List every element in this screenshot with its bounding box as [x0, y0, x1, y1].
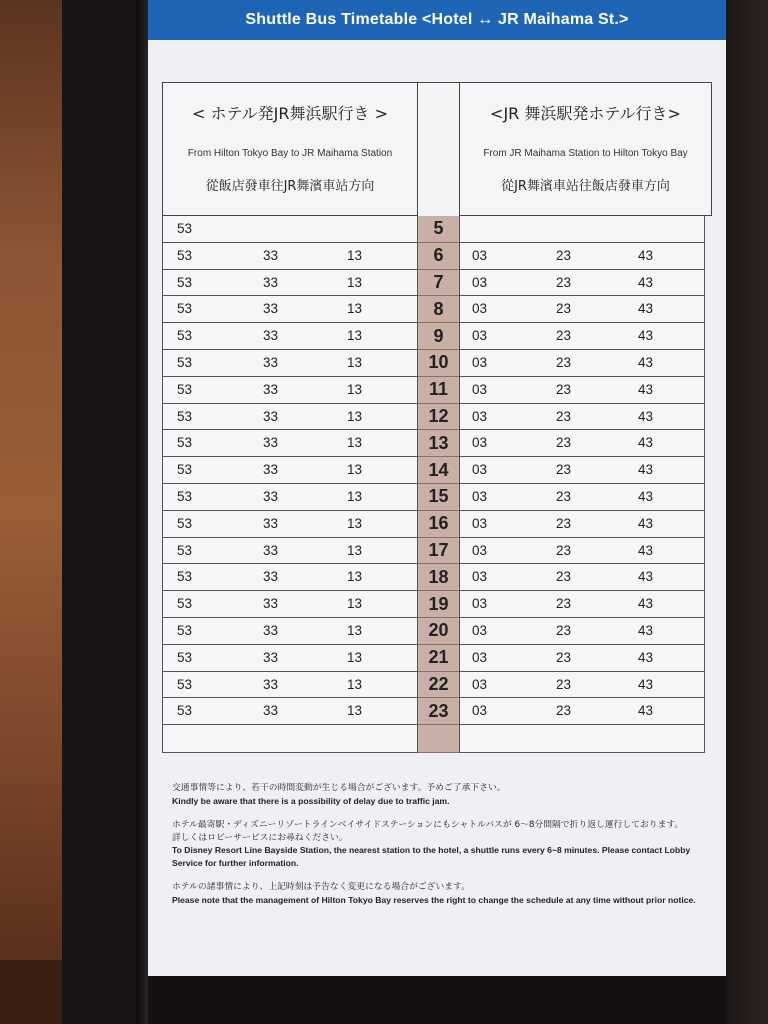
table-row [162, 377, 712, 404]
departure-cell-station [459, 404, 705, 431]
hour-label: 17 [418, 538, 459, 565]
departure-cell-station [459, 270, 705, 297]
notice-jp: 交通事情等により、若干の時間変動が生じる場合がございます。予めご了承下さい。 [172, 783, 506, 793]
table-row [162, 564, 712, 591]
minute-value: 13 [347, 676, 363, 692]
table-row [162, 538, 712, 565]
minute-value: 53 [177, 354, 193, 370]
notice-en: Please note that the management of Hilton Tokyo Bay reserves the right to change the schedule at any time without prior notice. [172, 894, 696, 905]
departure-cell-station [459, 484, 705, 511]
minute-value: 53 [177, 381, 193, 397]
departure-cell-hotel [162, 564, 418, 591]
departure-cell-station [459, 323, 705, 350]
timetable-rows [162, 216, 712, 752]
minute-value: 23 [556, 515, 572, 531]
minute-value: 43 [638, 354, 654, 370]
header-zh: 從JR舞濱車站往飯店發車方向 [501, 179, 670, 194]
minute-value: 13 [347, 301, 363, 317]
minute-value: 13 [347, 622, 363, 638]
minute-value: 03 [472, 569, 488, 585]
minute-value: 43 [638, 703, 654, 719]
minute-value: 03 [472, 274, 488, 290]
table-row [162, 672, 712, 699]
minute-value: 13 [347, 247, 363, 263]
departure-cell-station [459, 511, 705, 538]
departure-cell-station [459, 698, 705, 725]
minute-value: 33 [263, 515, 279, 531]
departure-cell-station [459, 216, 705, 243]
minute-value: 13 [347, 274, 363, 290]
minute-value: 33 [263, 649, 279, 665]
departure-cell-hotel [162, 591, 418, 618]
minute-value: 33 [263, 569, 279, 585]
display-side [726, 0, 768, 1024]
minute-value: 33 [263, 462, 279, 478]
minute-value: 13 [347, 542, 363, 558]
minute-value: 23 [556, 596, 572, 612]
hour-label: 10 [418, 350, 459, 377]
notice-en: To Disney Resort Line Bayside Station, the nearest station to the hotel, a shuttle runs every 6~8 minutes. Please contact Lobby Service for further information. [172, 845, 691, 868]
hour-label: 14 [418, 457, 459, 484]
table-row [162, 618, 712, 645]
schedule-change-notice [172, 881, 702, 906]
departure-cell-station [459, 645, 705, 672]
minute-value: 23 [556, 274, 572, 290]
hour-label: 16 [418, 511, 459, 538]
table-row [162, 270, 712, 297]
departure-cell-hotel [162, 404, 418, 431]
minute-value: 43 [638, 542, 654, 558]
minute-value: 53 [177, 569, 193, 585]
departure-cell-hotel [162, 645, 418, 672]
minute-value: 43 [638, 301, 654, 317]
minute-value: 13 [347, 408, 363, 424]
minute-value: 53 [177, 488, 193, 504]
hour-label: 23 [418, 698, 459, 725]
minute-value: 53 [177, 301, 193, 317]
hour-label: 21 [418, 645, 459, 672]
minute-value: 43 [638, 622, 654, 638]
table-row [162, 243, 712, 270]
departure-cell-hotel [162, 350, 418, 377]
minute-value: 33 [263, 542, 279, 558]
minute-value: 03 [472, 354, 488, 370]
minute-value: 23 [556, 569, 572, 585]
hour-label: 8 [418, 296, 459, 323]
minute-value: 23 [556, 381, 572, 397]
minute-value: 33 [263, 354, 279, 370]
display-bezel [136, 0, 148, 1024]
departure-cell-hotel [162, 270, 418, 297]
table-row [162, 430, 712, 457]
minute-value: 33 [263, 676, 279, 692]
empty-cell [459, 725, 705, 753]
minute-value: 23 [556, 301, 572, 317]
table-row-empty [162, 725, 712, 752]
hour-label: 5 [418, 216, 459, 243]
minute-value: 13 [347, 569, 363, 585]
departure-cell-station [459, 591, 705, 618]
minute-value: 53 [177, 676, 193, 692]
minute-value: 03 [472, 435, 488, 451]
minute-value: 23 [556, 247, 572, 263]
minute-value: 33 [263, 622, 279, 638]
header-jp: < ホテル発JR舞浜駅行き > [191, 104, 389, 123]
table-row [162, 511, 712, 538]
minute-value: 53 [177, 328, 193, 344]
minute-value: 23 [556, 408, 572, 424]
minute-value: 33 [263, 381, 279, 397]
empty-cell [162, 725, 418, 753]
minute-value: 43 [638, 408, 654, 424]
table-row [162, 484, 712, 511]
minute-value: 23 [556, 542, 572, 558]
minute-value: 13 [347, 328, 363, 344]
minute-value: 53 [177, 596, 193, 612]
minute-value: 43 [638, 596, 654, 612]
hour-label: 15 [418, 484, 459, 511]
minute-value: 53 [177, 462, 193, 478]
minute-value: 03 [472, 301, 488, 317]
table-row [162, 404, 712, 431]
minute-value: 43 [638, 462, 654, 478]
minute-value: 03 [472, 622, 488, 638]
hour-label: 7 [418, 270, 459, 297]
departure-cell-hotel [162, 243, 418, 270]
hour-label: 19 [418, 591, 459, 618]
notice-jp-2: 詳しくはロビーサービスにお尋ねください。 [172, 832, 348, 843]
minute-value: 33 [263, 596, 279, 612]
minute-value: 23 [556, 676, 572, 692]
minute-value: 53 [177, 649, 193, 665]
minute-value: 13 [347, 515, 363, 531]
departure-cell-hotel [162, 430, 418, 457]
minute-value: 33 [263, 703, 279, 719]
minute-value: 03 [472, 542, 488, 558]
minute-value: 03 [472, 247, 488, 263]
minute-value: 03 [472, 462, 488, 478]
minute-value: 43 [638, 649, 654, 665]
departure-cell-hotel [162, 538, 418, 565]
departure-cell-station [459, 457, 705, 484]
minute-value: 23 [556, 354, 572, 370]
departure-cell-station [459, 377, 705, 404]
notice-jp: ホテルの諸事情により、上記時刻は予告なく変更になる場合がございます。 [172, 882, 470, 892]
minute-value: 13 [347, 649, 363, 665]
departure-cell-station [459, 538, 705, 565]
departure-cell-hotel [162, 698, 418, 725]
minute-value: 53 [177, 703, 193, 719]
minute-value: 03 [472, 676, 488, 692]
table-row [162, 216, 712, 243]
notice-section [172, 782, 702, 918]
minute-value: 43 [638, 488, 654, 504]
hour-label: 22 [418, 672, 459, 699]
notice-en: Kindly be aware that there is a possibility of delay due to traffic jam. [172, 795, 450, 806]
display-bottom-bezel [148, 976, 726, 1024]
hour-label: 18 [418, 564, 459, 591]
minute-value: 13 [347, 703, 363, 719]
minute-value: 33 [263, 247, 279, 263]
departure-cell-hotel [162, 296, 418, 323]
bayside-notice [172, 819, 702, 869]
station-to-hotel-header [459, 82, 712, 216]
table-row [162, 698, 712, 725]
minute-value: 53 [177, 435, 193, 451]
minute-value: 53 [177, 408, 193, 424]
minute-value: 23 [556, 435, 572, 451]
minute-value: 03 [472, 328, 488, 344]
departure-cell-hotel [162, 511, 418, 538]
hour-label: 12 [418, 404, 459, 431]
departure-cell-hotel [162, 216, 418, 243]
minute-value: 23 [556, 649, 572, 665]
hotel-to-station-header [162, 82, 418, 216]
timetable [162, 82, 712, 750]
minute-value: 33 [263, 488, 279, 504]
minute-value: 33 [263, 435, 279, 451]
hour-label: 9 [418, 323, 459, 350]
minute-value: 53 [177, 221, 193, 236]
minute-value: 03 [472, 703, 488, 719]
minute-value: 33 [263, 301, 279, 317]
table-row [162, 323, 712, 350]
table-row [162, 350, 712, 377]
minute-value: 23 [556, 328, 572, 344]
wooden-wall [0, 0, 62, 1024]
minute-value: 43 [638, 247, 654, 263]
header-en: From Hilton Tokyo Bay to JR Maihama Station [187, 148, 393, 159]
minute-value: 33 [263, 328, 279, 344]
header-zh: 從飯店發車往JR舞濱車站方向 [205, 179, 375, 194]
delay-notice [172, 782, 702, 807]
minute-value: 03 [472, 649, 488, 665]
departure-cell-hotel [162, 618, 418, 645]
minute-value: 13 [347, 381, 363, 397]
minute-value: 43 [638, 381, 654, 397]
minute-value: 43 [638, 274, 654, 290]
departure-cell-station [459, 672, 705, 699]
minute-value: 43 [638, 569, 654, 585]
minute-value: 03 [472, 381, 488, 397]
departure-cell-hotel [162, 672, 418, 699]
departure-cell-hotel [162, 457, 418, 484]
minute-value: 13 [347, 354, 363, 370]
minute-value: 13 [347, 462, 363, 478]
hour-label: 6 [418, 243, 459, 270]
minute-value: 53 [177, 274, 193, 290]
table-row [162, 296, 712, 323]
empty-hour-cell [418, 725, 459, 753]
minute-value: 53 [177, 515, 193, 531]
notice-jp: ホテル最寄駅・ディズニーリゾートラインベイサイドステーションにもシャトルバスが 6～8分間隔で折り返し運行しております。 [172, 820, 684, 830]
minute-value: 23 [556, 703, 572, 719]
minute-value: 23 [556, 488, 572, 504]
minute-value: 13 [347, 596, 363, 612]
minute-value: 43 [638, 515, 654, 531]
departure-cell-station [459, 564, 705, 591]
hour-label: 13 [418, 430, 459, 457]
table-row [162, 591, 712, 618]
table-row [162, 457, 712, 484]
departure-cell-station [459, 350, 705, 377]
header-jp: <JR 舞浜駅発ホテル行き> [490, 104, 681, 123]
minute-value: 03 [472, 596, 488, 612]
minute-value: 53 [177, 542, 193, 558]
minute-value: 33 [263, 274, 279, 290]
minute-value: 23 [556, 462, 572, 478]
minute-value: 53 [177, 622, 193, 638]
header-en: From JR Maihama Station to Hilton Tokyo Bay [483, 148, 688, 159]
minute-value: 13 [347, 435, 363, 451]
timetable-title: Shuttle Bus Timetable <Hotel ↔ JR Maihama St.> [148, 0, 726, 40]
minute-value: 33 [263, 408, 279, 424]
departure-cell-station [459, 430, 705, 457]
minute-value: 53 [177, 247, 193, 263]
minute-value: 43 [638, 435, 654, 451]
departure-cell-hotel [162, 323, 418, 350]
minute-value: 03 [472, 488, 488, 504]
departure-cell-station [459, 296, 705, 323]
departure-cell-hotel [162, 484, 418, 511]
departure-cell-station [459, 243, 705, 270]
minute-value: 03 [472, 408, 488, 424]
minute-value: 13 [347, 488, 363, 504]
minute-value: 43 [638, 676, 654, 692]
minute-value: 23 [556, 622, 572, 638]
hour-label: 20 [418, 618, 459, 645]
departure-cell-hotel [162, 377, 418, 404]
table-row [162, 645, 712, 672]
hour-label: 11 [418, 377, 459, 404]
minute-value: 03 [472, 515, 488, 531]
minute-value: 43 [638, 328, 654, 344]
departure-cell-station [459, 618, 705, 645]
